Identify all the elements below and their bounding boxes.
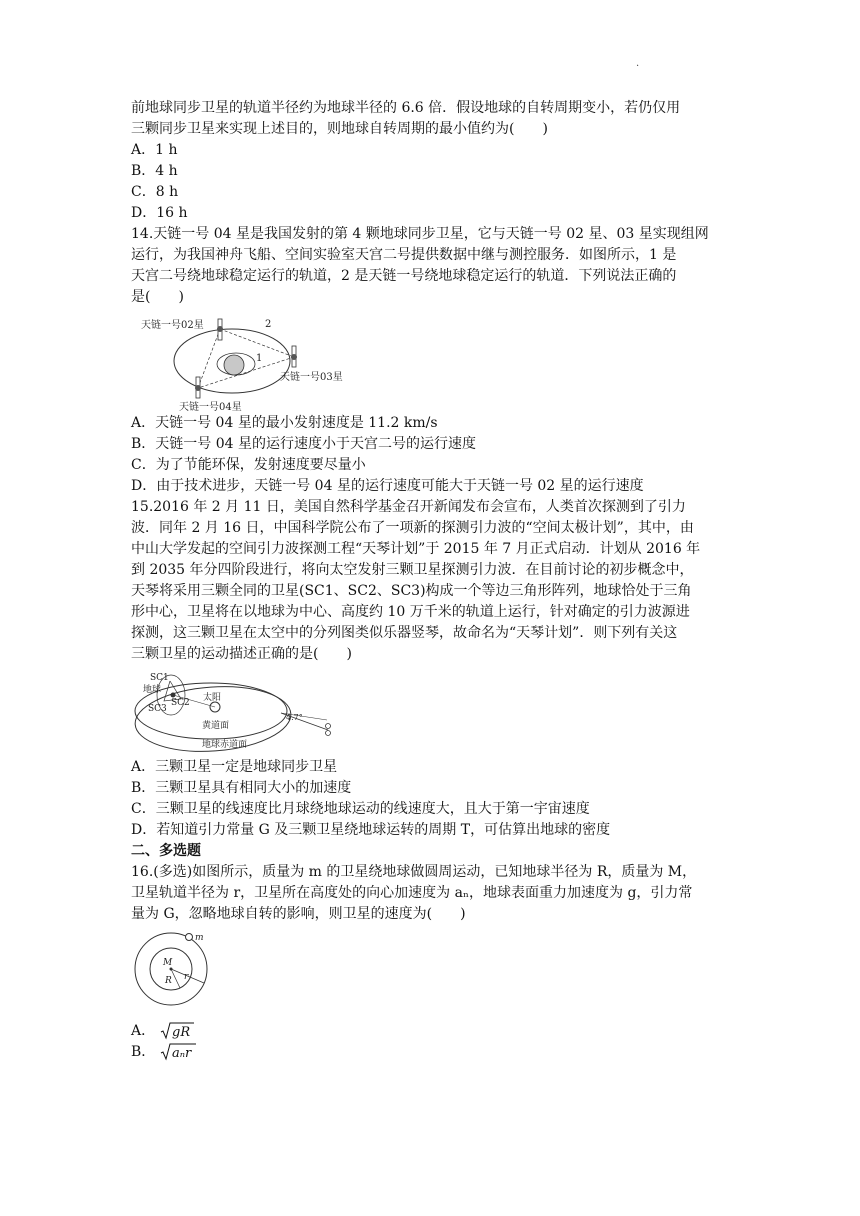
- q16-line-3: 量为 G，忽略地球自转的影响，则卫星的速度为( ): [131, 906, 466, 922]
- label-angle: 4.7°: [286, 713, 303, 722]
- label-sc2: SC2: [171, 698, 190, 708]
- q14-option-d: D．由于技术进步，天链一号 04 星的运行速度可能大于天链一号 02 星的运行速度: [131, 478, 644, 494]
- q14-option-c: C．为了节能环保，发射速度要尽量小: [131, 457, 366, 473]
- q14-line-1: 14.天链一号 04 星是我国发射的第 4 颗地球同步卫星，它与天链一号 02 星、03 星实现组网: [131, 226, 709, 242]
- q15-line-7: 探测，这三颗卫星在太空中的分列图类似乐器竖琴，故命名为“天琴计划”．则下列有关这: [131, 625, 678, 641]
- q16-line-1: 16.(多选)如图所示，质量为 m 的卫星绕地球做圆周运动，已知地球半径为 R，质量为 M，: [131, 864, 697, 880]
- label-m: m: [195, 933, 204, 943]
- q13-line-2: 三颗同步卫星来实现上述目的，则地球自转周期的最小值约为( ): [131, 121, 548, 137]
- q14-option-b: B．天链一号 04 星的运行速度小于天宫二号的运行速度: [131, 436, 477, 452]
- q15-line-5: 天琴将采用三颗全同的卫星(SC1、SC2、SC3)构成一个等边三角形阵列，地球恰处于三角: [131, 583, 692, 599]
- q15-option-b: B．三颗卫星具有相同大小的加速度: [131, 780, 352, 796]
- q15-line-3: 中山大学发起的空间引力波探测工程“天琴计划”于 2015 年 7 月正式启动．计划从 2016 年: [131, 541, 701, 557]
- q14-line-3: 天宫二号绕地球稳定运行的轨道，2 是天链一号绕地球稳定运行的轨道．下列说法正确的: [131, 268, 677, 284]
- satellite-orbit-figure: [131, 309, 343, 413]
- section-title: 二、多选题: [131, 843, 201, 859]
- q13-option-b: B．4 h: [131, 163, 178, 179]
- label-orbit-1: 1: [256, 353, 263, 364]
- q14-line-4: 是( ): [131, 289, 184, 305]
- label-equator: 地球赤道面: [202, 740, 248, 750]
- label-satellite-04: 天链一号04星: [179, 402, 242, 413]
- q16-option-b: [131, 1042, 731, 1063]
- q13-option-d: D．16 h: [131, 205, 188, 221]
- satellite-circle: [186, 934, 193, 941]
- radicand-text: gR: [171, 1025, 190, 1040]
- label-sun: 太阳: [203, 693, 222, 703]
- radical-sign-icon: [160, 1043, 196, 1061]
- satellite-04-icon: [195, 377, 201, 398]
- label-M: M: [163, 958, 173, 968]
- satellite-03-icon: [291, 346, 297, 367]
- header-dot: .: [636, 58, 640, 69]
- label-sc3: SC3: [148, 704, 167, 714]
- question-page: [131, 98, 731, 1063]
- label-ecliptic: 黄道面: [202, 721, 230, 731]
- label-orbit-2: 2: [265, 319, 272, 330]
- radicand-text: aₙr: [171, 1046, 191, 1061]
- q14-option-a: A．天链一号 04 星的最小发射速度是 11.2 km/s: [131, 415, 438, 431]
- q15-option-d: D．若知道引力常量 G 及三颗卫星绕地球运转的周期 T，可估算出地球的密度: [131, 822, 611, 838]
- q15-option-c: C．三颗卫星的线速度比月球绕地球运动的线速度大，且大于第一宇宙速度: [131, 801, 590, 817]
- q15-line-8: 三颗卫星的运动描述正确的是( ): [131, 646, 352, 662]
- option-prefix: B．: [131, 1044, 156, 1060]
- option-prefix: A．: [131, 1023, 156, 1039]
- earth-circle: [224, 355, 244, 375]
- satellite-02-icon: [217, 319, 223, 340]
- q15-line-1: 15.2016 年 2 月 11 日，美国自然科学基金召开新闻发布会宣布，人类首次探测到了引力: [131, 499, 686, 515]
- label-r: r: [184, 972, 189, 982]
- q16-line-2: 卫星轨道半径为 r，卫星所在高度处的向心加速度为 aₙ，地球表面重力加速度为 g，引力常: [131, 885, 693, 901]
- label-satellite-03: 天链一号03星: [280, 372, 343, 383]
- tianqin-figure: [131, 667, 336, 753]
- q15-line-6: 形中心，卫星将在以地球为中心、高度约 10 万千米的轨道上运行，针对确定的引力波源进: [131, 604, 690, 620]
- label-satellite-02: 天链一号02星: [141, 320, 204, 331]
- q13-line-1: 前地球同步卫星的轨道半径约为地球半径的 6.6 倍．假设地球的自转周期变小，若仍仅用: [131, 100, 681, 116]
- label-R: R: [165, 976, 172, 986]
- label-sc1: SC1: [150, 673, 169, 683]
- q15-line-4: 到 2035 年分四阶段进行，将向太空发射三颗卫星探测引力波．在目前讨论的初步概念中，: [131, 562, 694, 578]
- q15-line-2: 波．同年 2 月 16 日，中国科学院公布了一项新的探测引力波的“空间太极计划”，其中，由: [131, 520, 694, 536]
- q14-line-2: 运行，为我国神舟飞船、空间实验室天宫二号提供数据中继与测控服务．如图所示，1 是: [131, 247, 677, 263]
- label-earth: 地球: [143, 685, 162, 695]
- q13-option-c: C．8 h: [131, 184, 179, 200]
- earth-orbit-figure: [131, 925, 213, 1005]
- q13-option-a: A．1 h: [131, 142, 178, 158]
- q15-option-a: A．三颗卫星一定是地球同步卫星: [131, 759, 338, 775]
- radical-sign-icon: [160, 1022, 194, 1040]
- q16-option-a: [131, 1021, 731, 1042]
